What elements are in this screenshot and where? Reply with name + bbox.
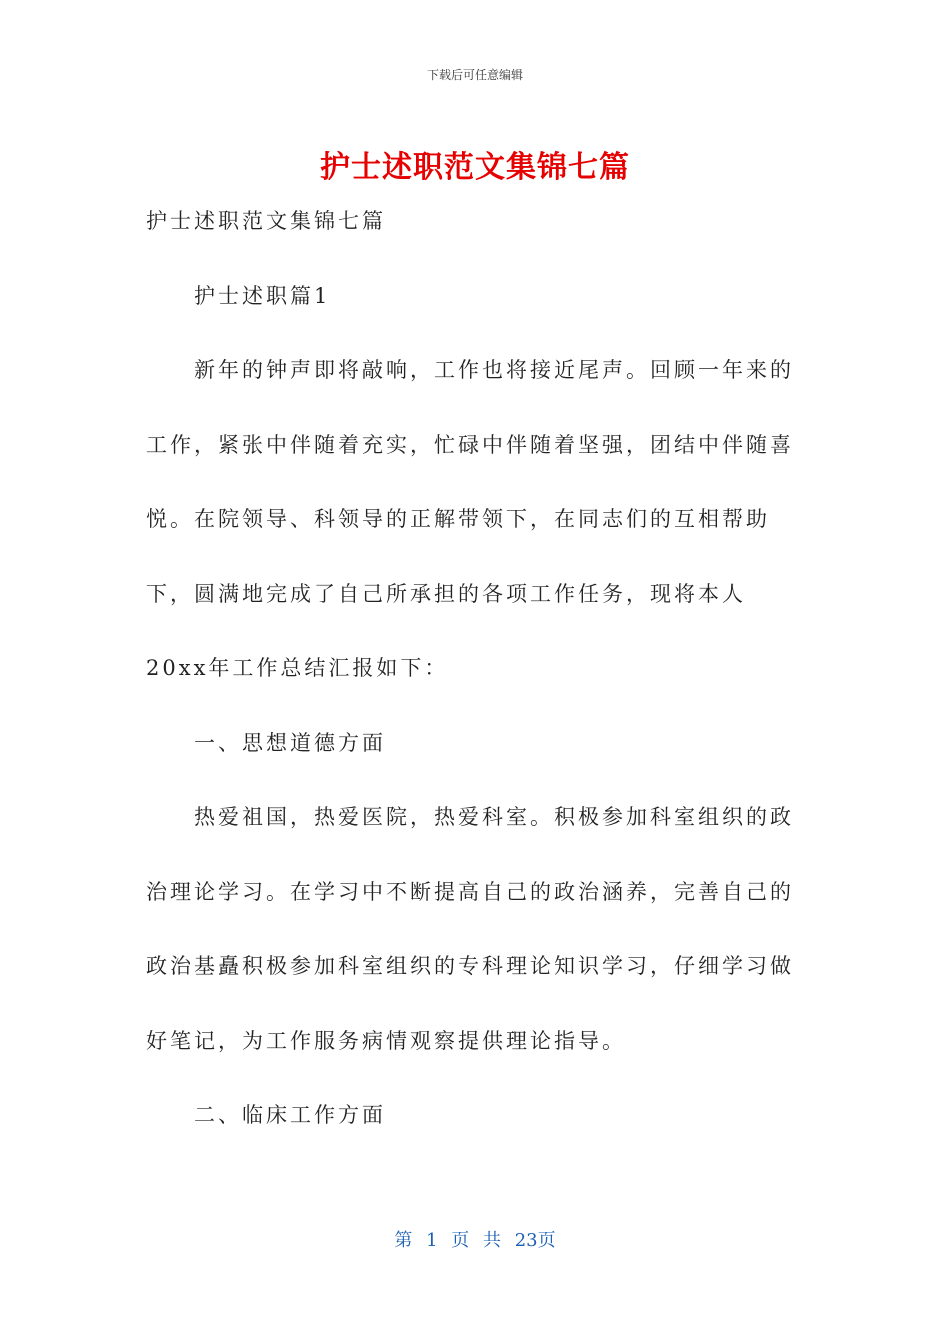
document-body	[146, 184, 806, 1153]
document-title: 护士述职范文集锦七篇	[320, 150, 630, 185]
page-footer: 第 1 页 共 23页	[394, 1230, 556, 1251]
header-note: 下载后可任意编辑	[426, 68, 523, 82]
section-heading: 护士述职篇1	[194, 283, 331, 308]
body-paragraph-1: 新年的钟声即将敲响，工作也将接近尾声。回顾一年来的工作，紧张中伴随着充实，忙碌中伴随着坚强，团结中伴随喜悦。在院领导、科领导的正解带领下，在同志们的互相帮助下，圆满地完成了自己所承担的各项工作任务，现将本人20xx年工作总结汇报如下：	[146, 358, 794, 680]
subtitle-paragraph: 护士述职范文集锦七篇	[146, 209, 386, 233]
body-paragraph-2: 热爱祖国，热爱医院，热爱科室。积极参加科室组织的政治理论学习。在学习中不断提高自己的政治涵养，完善自己的政治基矗积极参加科室组织的专科理论知识学习，仔细学习做好笔记，为工作服务病情观察提供理论指导。	[146, 805, 794, 1053]
body-heading-1: 一、思想道德方面	[194, 730, 386, 755]
body-heading-2: 二、临床工作方面	[194, 1103, 386, 1127]
